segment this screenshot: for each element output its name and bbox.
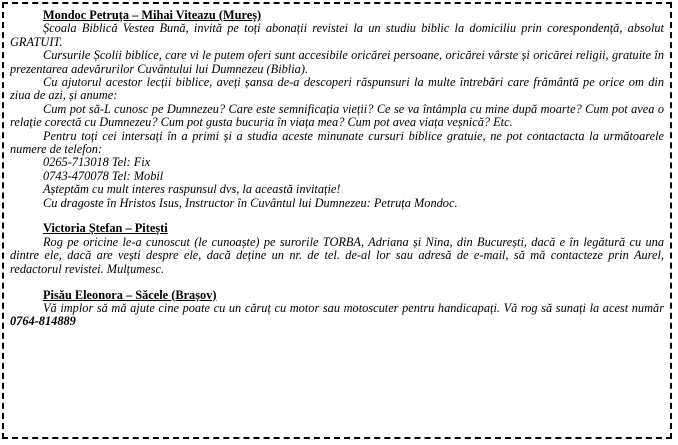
entry-paragraph: Cursurile Școlii biblice, care vi le putem oferi sunt accesibile oricărei persoane, oricărei vârste și oricărei religii, gratuite în prezentarea adevărurilor Cuvântului lui Dumnezeu (Biblia). [10, 48, 664, 76]
closing-text: Vă implor să mă ajute cine poate cu un căruț cu motor sau motoscuter pentru handicapați. Vă rog să sunați la acest număr [43, 300, 664, 315]
phone-line-mobile: 0743-470078 Tel: Mobil [43, 168, 164, 183]
phone-number: 0764-814889 [10, 314, 76, 329]
entry-heading: Mondoc Petruța – Mihai Viteazu (Mureș) [43, 8, 262, 22]
entry-paragraph: Școala Biblică Vestea Bună, invită pe toți abonații revistei la un studiu biblic la domiciliu prin corespondență, absolut GRATUIT. [10, 21, 664, 49]
entry-paragraph: Pentru toți cei intersați în a primi și a studia aceste minunate cursuri biblice gratuie, ne pot contactacta la următoarele numere de telefon: [10, 128, 664, 157]
entry-victoria [10, 222, 664, 276]
entry-heading: Pisău Eleonora – Săcele (Brașov) [43, 287, 217, 302]
entry-paragraph: Cum pot să-L cunosc pe Dumnezeu? Care este semnificația vieții? Ce se va întâmpla cu mine după moarte? Cum pot avea o relație corectă cu Dumnezeu? Cum pot gusta bucuria în viața mea? Cum pot avea viața veșnică? Etc. [10, 101, 664, 130]
entry-pisau [10, 289, 664, 329]
entry-paragraph: Rog pe oricine le-a cunoscut (le cunoaște) pe surorile TORBA, Adriana și Nina, din București, dacă e în legătură cu una dintre ele, dacă are vești despre ele, dacă deține un nr. de tel. de-al lor sau adresă de e-mail, să mă contacteze prin Aurel, redactorul revistei. Mulțumesc. [10, 234, 664, 276]
entry-paragraph: Așteptăm cu mult interes raspunsul dvs, la această invitație! [43, 182, 341, 197]
entry-signature: Cu dragoste în Hristos Isus, Instructor în Cuvântul lui Dumnezeu: Petruța Mondoc. [43, 195, 458, 210]
entry-paragraph: Cu ajutorul acestor lecții biblice, aveți șansa de-a descoperi răspunsuri la multe întrebări care frământă pe orice om din ziua de azi, și anume: [10, 75, 664, 103]
entry-paragraph [10, 302, 664, 329]
entry-mondoc [10, 9, 664, 210]
phone-line-fixed: 0265-713018 Tel: Fix [43, 155, 151, 170]
announcements-box [2, 2, 672, 439]
entry-heading: Victoria Ștefan – Pitești [43, 221, 168, 236]
